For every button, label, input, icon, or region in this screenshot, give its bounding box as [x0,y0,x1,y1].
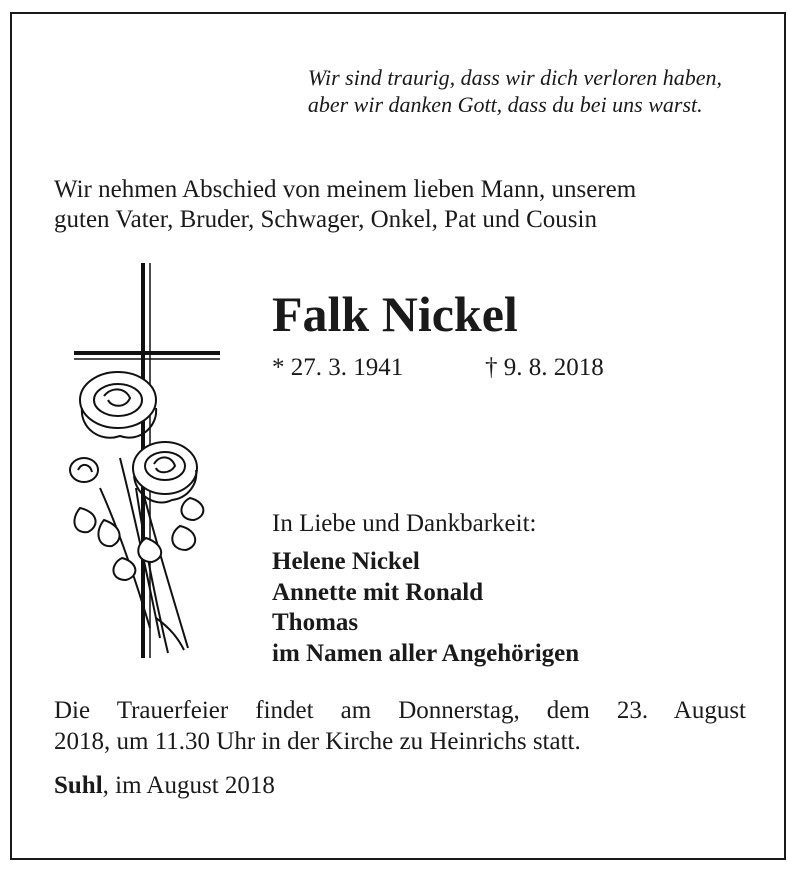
life-dates [272,352,604,384]
roses-icon [70,372,203,653]
place-town: Suhl [54,772,103,799]
mourner-name: Thomas [272,609,359,636]
intro-line-1: Wir nehmen Abschied von meinem lieben Mann, unserem [54,176,637,203]
cross-with-roses-illustration [60,258,230,678]
deceased-name: Falk Nickel [272,286,518,342]
intro-line-2: guten Vater, Bruder, Schwager, Onkel, Pat und Cousin [54,206,597,233]
death-date: † 9. 8. 2018 [485,354,604,381]
memorial-quote [308,64,722,118]
birth-date: * 27. 3. 1941 [272,354,404,381]
mourner-name: Helene Nickel [272,548,420,575]
mourner-name: im Namen aller Angehörigen [272,639,580,667]
place-date: , im August 2018 [102,772,275,799]
funeral-line-2: 2018, um 11.30 Uhr in der Kirche zu Heinrichs statt. [54,728,581,755]
quote-line-1: Wir sind traurig, dass wir dich verloren haben, [307,65,722,90]
place-date-line [54,770,275,801]
quote-line-2: aber wir danken Gott, dass du bei uns warst. [307,92,703,117]
mourners-list [272,547,579,669]
gratitude-line: In Liebe und Dankbarkeit: [272,510,537,537]
mourner-name: Annette mit Ronald [272,578,484,606]
funeral-announcement [54,695,746,757]
funeral-line-1: Die Trauerfeier findet am Donnerstag, dem 23. August [54,697,746,724]
intro-text [54,175,748,235]
